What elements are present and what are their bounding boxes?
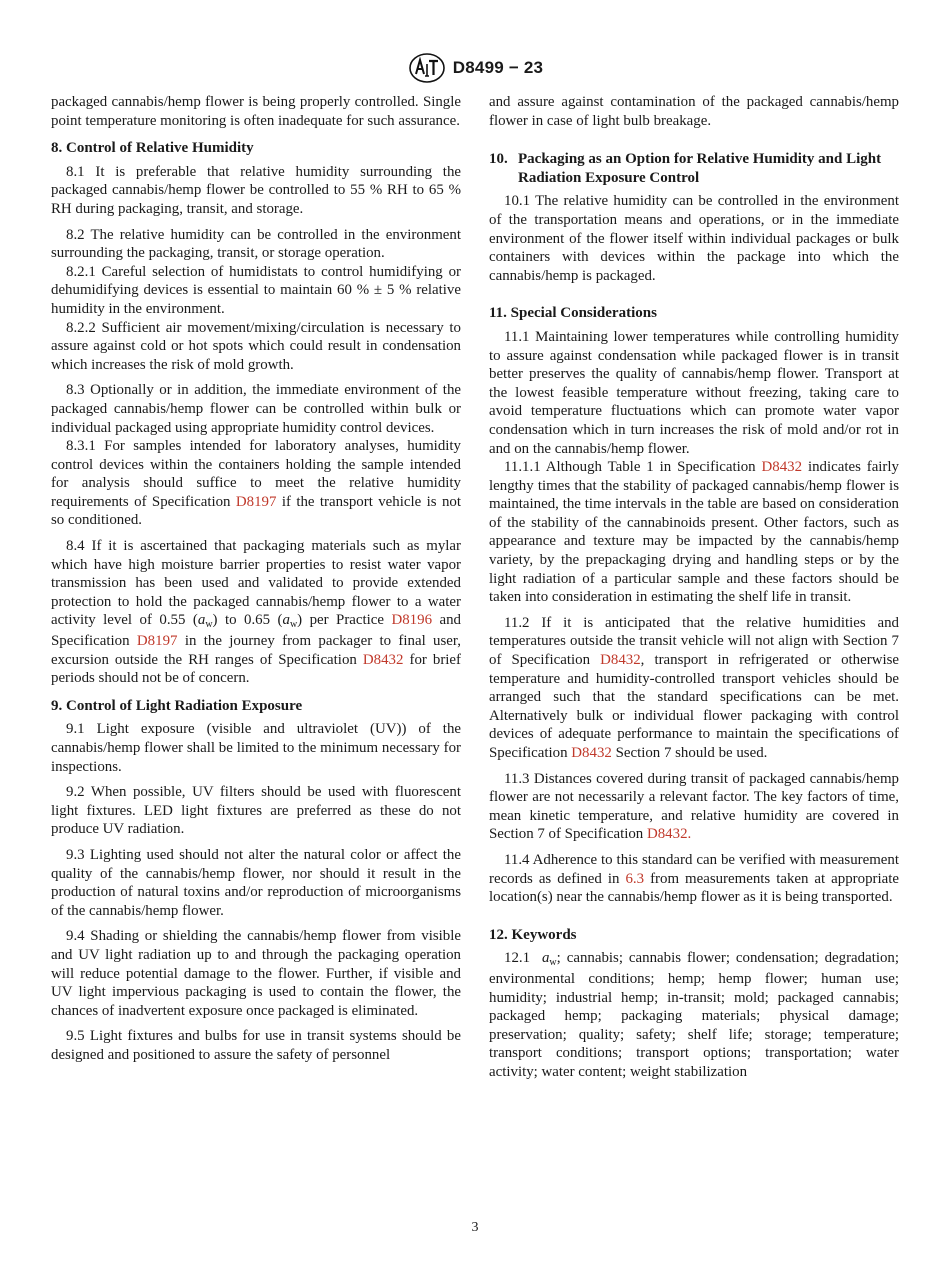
- left-column: [51, 93, 461, 1065]
- paragraph-8-2-1: 8.2.1 Careful selection of humidistats to control humidifying or dehumidifying devices is essential to maintain 60 % ± 5 % relative humidity in the environment.: [51, 263, 461, 317]
- ref-link-section-6-3[interactable]: 6.3: [625, 870, 645, 887]
- paragraph-9-3: 9.3 Lighting used should not alter the natural color or affect the quality of the cannabis/hemp flower, nor should it result in the production of natural toxins and/or reproduction of microorganisms of the cannabis/hemp flower.: [51, 846, 461, 919]
- paragraph-9-1: 9.1 Light exposure (visible and ultraviolet (UV)) of the cannabis/hemp flower shall be limited to the minimum necessary for inspections.: [51, 721, 461, 775]
- paragraph-9-5: 9.5 Light fixtures and bulbs for use in transit systems should be designed and positioned to assure the safety of personnel: [51, 1028, 461, 1063]
- paragraph-9-2: 9.2 When possible, UV filters should be used with fluorescent light fixtures. LED light fixtures are preferred as these do not produce UV radiation.: [51, 784, 461, 838]
- paragraph-continuation: and assure against contamination of the packaged cannabis/hemp flower in case of light bulb breakage.: [489, 94, 899, 129]
- ref-link-d8432[interactable]: D8432.: [646, 826, 692, 843]
- section-10-heading: 10. Packaging as an Option for Relative Humidity and Light Radiation Exposure Control: [489, 151, 882, 186]
- paragraph-12-1: 12.1 $a_w$; cannabis; cannabis flower; condensation; degradation; environmental conditions; hemp; hemp flower; human use; humidity; industrial hemp; in-transit; mold; packaged cannabis; packaged hemp; packaging materials; physical damage; preservation; quality; safety; shelf life; storage; temperature; transport conditions; transport options; transportation; water activity; water content; weight stabilization: [489, 950, 899, 1080]
- paragraph-8-4: 8.4 If it is ascertained that packaging materials such as mylar which have high moisture barrier properties to resist water vapor transmission has been used and validated to provide extended protection to hold the packaged cannabis/hemp flower to a water activity level of 0.55 $(a_w)$ to 0.65 $(a_w)$ per Practice D8196 and Specification D8197 in the journey from packager to final user, excursion outside the RH ranges of Specification D8432 for brief periods should not be of concern.: [51, 538, 461, 687]
- paragraph-11-3: 11.3 Distances covered during transit of packaged cannabis/hemp flower are not necessarily a relevant factor. The key factors of time, mean kinetic temperature, and relative humidity are covered in Section 7 of Specification D8432.: [489, 770, 899, 843]
- page-number: 3: [471, 1220, 479, 1235]
- paragraph-8-2-2: 8.2.2 Sufficient air movement/mixing/circulation is necessary to assure against cold or hot spots which could result in condensation which increases the risk of mold growth.: [51, 319, 461, 373]
- ref-link-d8432[interactable]: D8432: [761, 459, 803, 476]
- paragraph-8-1: 8.1 It is preferable that relative humidity surrounding the packaged cannabis/hemp flower be controlled to 55 % RH to 65 % RH during packaging, transit, and storage.: [51, 163, 461, 217]
- section-9-heading: 9. Control of Light Radiation Exposure: [51, 697, 303, 714]
- page-header: [0, 52, 950, 84]
- paragraph-11-2: 11.2 If it is anticipated that the relative humidities and temperatures outside the transit vehicle will not align with Section 7 of Specification D8432, transport in refrigerated or otherwise temperature and humidity-controlled transport vehicles should be arranged such that the standard specifications can be met. Alternatively bulk or individual flower packaging with control devices of adequate performance to maintain the specifications of Specification D8432 Section 7 should be used.: [489, 614, 899, 761]
- paragraph-11-1-1: 11.1.1 Although Table 1 in Specification D8432 indicates fairly lengthy times that the stability of packaged cannabis/hemp flower is maintained, the time intervals in the table are based on consideration of the stability of the cannabinoids present. Other factors, such as appearance and texture may be impacted by the cannabis/hemp variety, by the prepackaging drying and handling steps or by the light radiation of a particular sample and these factors should be taken into consideration in estimating the shelf life in transit.: [489, 459, 899, 606]
- paragraph-continuation: packaged cannabis/hemp flower is being properly controlled. Single point temperature monitoring is often inadequate for such assurance.: [51, 94, 461, 129]
- section-8-heading: 8. Control of Relative Humidity: [51, 140, 254, 157]
- ref-link-d8432[interactable]: D8432: [571, 745, 612, 761]
- ref-link-d8197[interactable]: D8197: [235, 493, 277, 510]
- right-column: [489, 93, 899, 1082]
- section-12-heading: 12. Keywords: [489, 926, 577, 943]
- document-id: D8499 − 23: [452, 57, 544, 77]
- paragraph-8-2: 8.2 The relative humidity can be controlled in the environment surrounding the packaging, transit, or storage operation.: [51, 226, 461, 262]
- ref-link-d8196[interactable]: D8196: [391, 612, 433, 629]
- ref-link-d8197[interactable]: D8197: [136, 633, 178, 650]
- paragraph-8-3-1: 8.3.1 For samples intended for laboratory analyses, humidity control devices within the containers holding the sample intended for analysis should suffice to meet the relative humidity requirements of Specification D8197 if the transport vehicle is not so conditioned.: [51, 438, 461, 529]
- paragraph-11-4: 11.4 Adherence to this standard can be verified with measurement records as defined in 6.3 from measurements taken at appropriate location(s) near the cannabis/hemp flower as it is being transported.: [489, 851, 899, 906]
- ref-link-d8432[interactable]: D8432: [600, 652, 641, 669]
- section-11-heading: 11. Special Considerations: [489, 305, 657, 322]
- paragraph-10-1: 10.1 The relative humidity can be controlled in the environment of the transportation means and operations, or in the immediate environment of the flower itself within individual packages or bulk containers with devices within the package into which the cannabis/hemp is packaged.: [489, 193, 899, 284]
- paragraph-9-4: 9.4 Shading or shielding the cannabis/hemp flower from visible and UV light radiation up to and through the packaging operation will reduce potential damage to the flower. Further, if visible and UV light impervious packaging is used to contain the flower, the chances of inadvertent exposure once packaged is eliminated.: [51, 928, 461, 1019]
- paragraph-11-1: 11.1 Maintaining lower temperatures while controlling humidity to assure against condensation while packaged flower is in transit better preserves the quality of cannabis/hemp flower. Transport at the lowest feasible temperature without freezing, taking care to avoid temperature fluctuations which can promote water vapor condensation which in turn increases the risk of mold and/or rot in and on the cannabis/hemp flower.: [489, 328, 899, 457]
- astm-logo-icon: [407, 52, 447, 84]
- paragraph-8-3: 8.3 Optionally or in addition, the immediate environment of the packaged cannabis/hemp flower can be controlled within bulk or individual packaged using appropriate humidity control devices.: [51, 382, 461, 436]
- ref-link-d8432[interactable]: D8432: [362, 651, 404, 668]
